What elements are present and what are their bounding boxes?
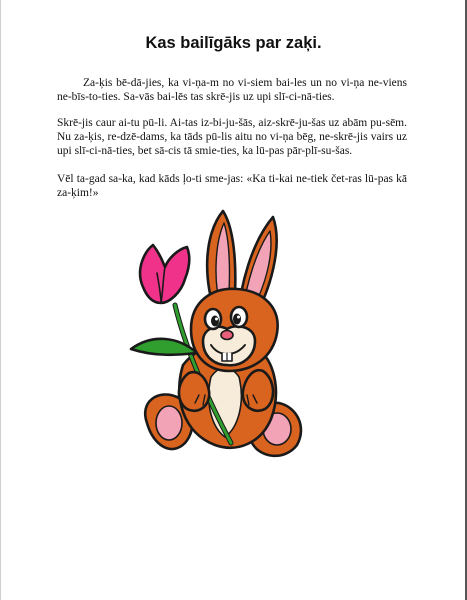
nose [221, 331, 233, 340]
page-title: Kas bailīgāks par zaķi. [145, 34, 322, 52]
left-arm [179, 372, 209, 411]
paragraph-2: Skrē-jis caur ai-tu pū-li. Ai-tas iz-bi-ju-šās, aiz-skrē-ju-šas uz abām pu-sēm. Nu za-ķis, re-dzē-dams, ka tāds pū-lis aitu no vi-ņa bēg, ne-skrē-jis vairs uz upi slī-ci-nā-ties, bet sā-cis tā smie-ties, ka lū-pas pār-plī-su-šas. [57, 117, 407, 158]
bunny-with-tulip-illustration [125, 205, 315, 470]
paragraph-3: Vēl ta-gad sa-ka, kad kāds ļo-ti sme-jas: «Ka ti-kai ne-tiek čet-ras lū-pas kā za-ķim!» [57, 173, 407, 200]
left-foot-pad [156, 406, 182, 440]
page-edge-left [0, 0, 1, 600]
paragraph-1: Za-ķis bē-dā-jies, ka vi-ņa-m no vi-siem bai-les un no vi-ņa ne-viens ne-bīs-to-ties. Sa-vās bai-lēs tas skrē-jis uz upi slī-ci-nā-ties. [57, 77, 407, 104]
